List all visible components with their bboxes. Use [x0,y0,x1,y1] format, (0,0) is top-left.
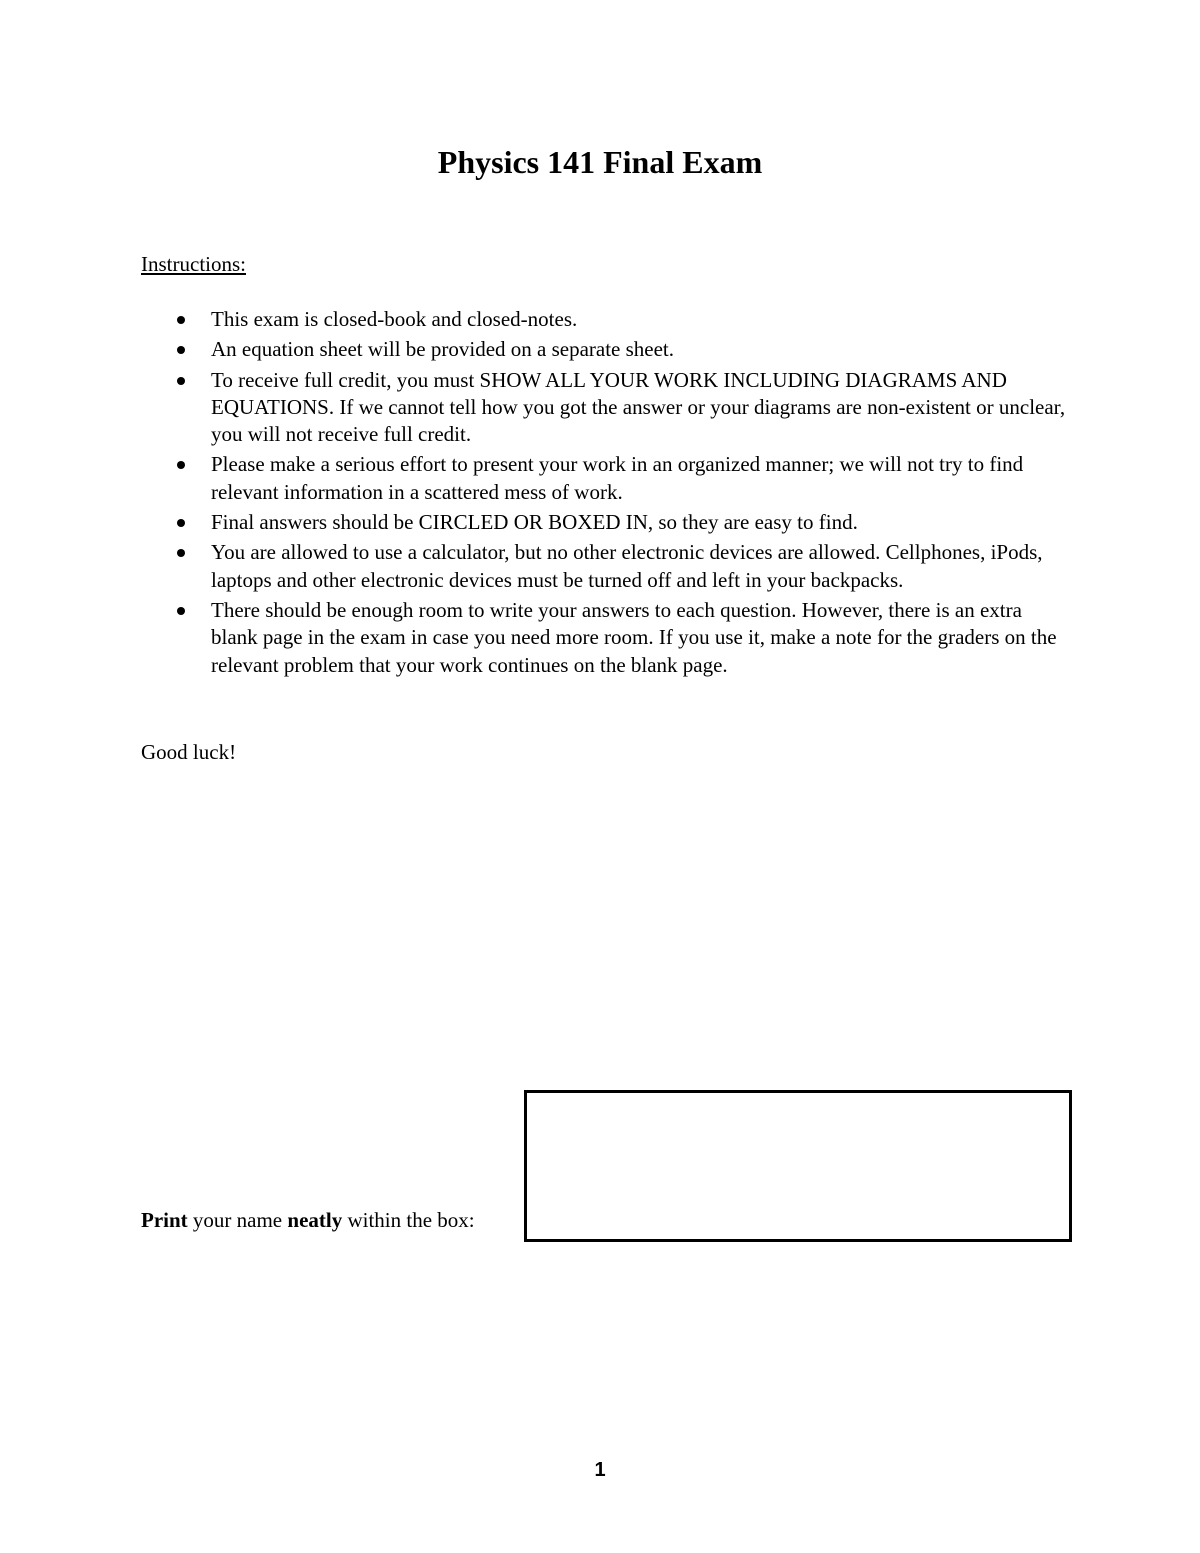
list-item-text: There should be enough room to write your answers to each question. However, there is an extra blank page in the exam in case you need more room. If you use it, make a note for the graders on the relevant problem that your work continues on the blank page. [211,597,1057,677]
bullet-icon [177,549,185,557]
list-item [141,306,1071,333]
name-box[interactable] [524,1090,1072,1242]
list-item [141,509,1071,536]
bullet-icon [177,377,185,385]
list-item-text: You are allowed to use a calculator, but no other electronic devices are allowed. Cellphones, iPods, laptops and other electronic devices must be turned off and left in your backpacks. [211,540,1043,592]
bullet-icon [177,607,185,615]
list-item [141,539,1071,594]
bullet-icon [177,519,185,527]
list-item-text: An equation sheet will be provided on a separate sheet. [211,337,675,362]
name-prompt-bold-print: Print [141,1208,188,1232]
list-item [141,367,1071,449]
name-prompt [141,1206,475,1234]
list-item-text: Please make a serious effort to present your work in an organized manner; we will not try to find relevant information in a scattered mess of work. [211,452,1024,504]
list-item-text: Final answers should be CIRCLED OR BOXED IN, so they are easy to find. [211,510,858,535]
list-item [141,451,1071,506]
list-item [141,597,1071,679]
bullet-icon [177,316,185,324]
page-number: 1 [594,1459,606,1481]
name-prompt-text: your name [187,1208,288,1232]
list-item-text: To receive full credit, you must SHOW ALL YOUR WORK INCLUDING DIAGRAMS AND EQUATIONS. If we cannot tell how you got the answer or your diagrams are non-existent or unclear, you will not receive full credit. [211,367,1066,447]
instructions-heading: Instructions: [141,252,246,276]
name-prompt-text-end: within the box: [342,1208,475,1232]
closing-text: Good luck! [141,740,237,764]
instructions-list [141,306,1071,682]
list-item [141,336,1071,363]
list-item-text: This exam is closed-book and closed-notes. [211,307,578,331]
bullet-icon [177,461,185,469]
name-prompt-bold-neatly: neatly [287,1208,343,1232]
page-title: Physics 141 Final Exam [437,144,763,180]
bullet-icon [177,346,185,354]
